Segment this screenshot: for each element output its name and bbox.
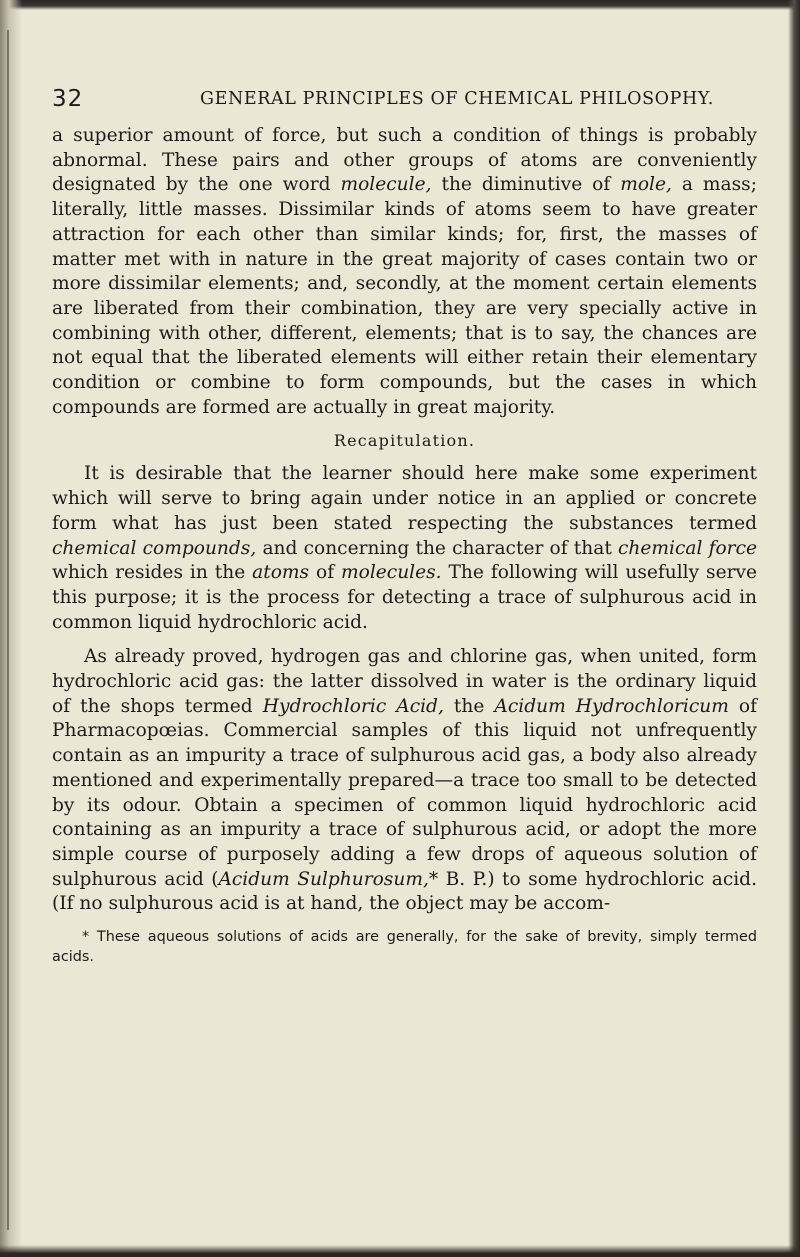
text-run: the — [443, 695, 495, 717]
italic-term-mole: mole, — [620, 174, 672, 196]
page-header — [52, 86, 760, 116]
italic-term-chemical-force: chemical force — [618, 537, 757, 559]
italic-term-chemical-compounds: chemical compounds, — [52, 537, 257, 559]
text-run: a mass; literally, little masses. Dissimilar kinds of atoms seem to have greater attraction for each other than similar kinds; for, first, the masses of matter met with in nature in the great majority of cases contain two or more dissimilar elements; and, secondly, at the moment certain elements are liberated from their combination, they are very specially active in combining with other, different, elements; that is to say, the chances are not equal that the liberated elements will either retain their elementary condition or combine to form compounds, but the cases in which compounds are formed are actually in great majority. — [52, 174, 757, 418]
body-text — [52, 124, 757, 967]
text-run: The following will usefully serve this purpose; it is the process for detecting a trace of sulphurous acid in common liquid hydrochloric acid. — [52, 562, 757, 633]
italic-term-molecules: molecules. — [341, 562, 442, 584]
italic-term-acidum-sulphurosum: Acidum Sulphurosum, — [218, 868, 429, 890]
text-run: and concerning the character of that — [256, 537, 618, 559]
scan-top-edge — [0, 0, 800, 10]
paragraph-hydrochloric-acid — [52, 645, 757, 917]
footnote: * These aqueous solutions of acids are generally, for the sake of brevity, simply termed acids. — [52, 929, 757, 966]
paragraph-continuation — [52, 124, 757, 420]
text-run: of Pharmacopœias. Commercial samples of this liquid not unfrequently contain as an impurity a trace of sulphurous acid gas, a body also already mentioned and experimentally prepared—a trace too small to be detected by its odour. Obtain a specimen of common liquid hydrochloric acid containing as an impurity a trace of sulphurous acid, or adopt the more simple course of purposely adding a few drops of aqueous solution of sulphurous acid ( — [52, 695, 757, 890]
italic-term-hydrochloric-acid: Hydrochloric Acid, — [262, 695, 444, 717]
text-run: which resides in the — [52, 562, 253, 584]
section-heading: Recapitulation. — [333, 431, 476, 451]
scan-right-edge — [788, 0, 800, 1257]
text-run: It is desirable that the learner should here make some experiment which will serve to bring again under notice in an applied or concrete form what has just been stated respecting the substances termed — [52, 463, 757, 534]
text-run: * B. P.) to some hydrochloric acid. (If no sulphurous acid is at hand, the object may be accom- — [52, 868, 757, 915]
scan-binding-line — [7, 30, 9, 1230]
italic-term-atoms: atoms — [252, 562, 310, 584]
scan-binding-shadow — [0, 0, 22, 1257]
page-number: 32 — [52, 86, 84, 112]
italic-term-acidum-hydrochloricum: Acidum Hydrochloricum — [494, 695, 729, 717]
text-run: a superior amount of force, but such a condition of things is probably abnormal. These pairs and other groups of atoms are conveniently designated by the one word — [52, 125, 757, 196]
text-run: of — [309, 562, 342, 584]
paragraph-recapitulation — [52, 462, 757, 635]
italic-term-molecule: molecule, — [340, 174, 432, 196]
text-run: As already proved, hydrogen gas and chlorine gas, when united, form hydrochloric acid gas: the latter dissolved in water is the ordinary liquid of the shops termed — [52, 646, 757, 717]
running-title: GENERAL PRINCIPLES OF CHEMICAL PHILOSOPHY. — [200, 89, 714, 109]
text-run: the diminutive of — [431, 174, 621, 196]
scan-bottom-edge — [0, 1245, 800, 1257]
